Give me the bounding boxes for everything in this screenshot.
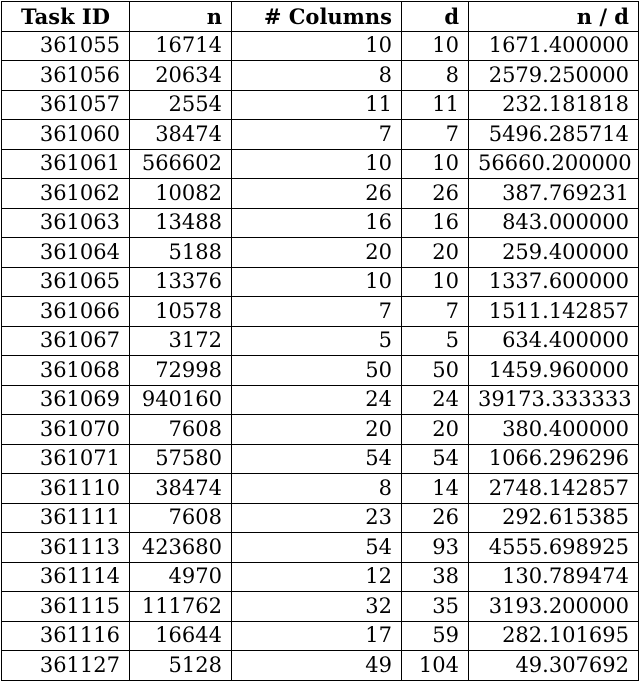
table-row: [2, 621, 639, 651]
cell-n-over-d: 282.101695: [469, 621, 639, 651]
table-row: [2, 238, 639, 268]
table-row: [2, 208, 639, 238]
header-n: n: [130, 2, 232, 32]
cell-d: 10: [402, 149, 469, 179]
cell-n-over-d: 1671.400000: [469, 31, 639, 61]
cell-task-id: 361116: [2, 621, 130, 651]
cell-n: 7608: [130, 503, 232, 533]
cell-task-id: 361111: [2, 503, 130, 533]
cell-columns: 26: [232, 179, 402, 209]
table-row: [2, 31, 639, 61]
cell-n: 940160: [130, 385, 232, 415]
cell-columns: 7: [232, 120, 402, 150]
cell-d: 14: [402, 474, 469, 504]
table-row: [2, 267, 639, 297]
cell-columns: 5: [232, 326, 402, 356]
cell-task-id: 361055: [2, 31, 130, 61]
cell-n-over-d: 292.615385: [469, 503, 639, 533]
cell-n: 423680: [130, 533, 232, 563]
table-row: [2, 533, 639, 563]
cell-task-id: 361069: [2, 385, 130, 415]
cell-task-id: 361068: [2, 356, 130, 386]
cell-n: 72998: [130, 356, 232, 386]
cell-d: 11: [402, 90, 469, 120]
header-n-over-d: n / d: [469, 2, 639, 32]
cell-d: 10: [402, 267, 469, 297]
cell-n-over-d: 56660.200000: [469, 149, 639, 179]
cell-task-id: 361066: [2, 297, 130, 327]
table-row: [2, 415, 639, 445]
cell-d: 104: [402, 651, 469, 681]
cell-columns: 50: [232, 356, 402, 386]
table-row: [2, 356, 639, 386]
dataset-table: [1, 1, 639, 681]
cell-d: 24: [402, 385, 469, 415]
cell-columns: 20: [232, 238, 402, 268]
table-row: [2, 120, 639, 150]
cell-n: 38474: [130, 474, 232, 504]
table-row: [2, 592, 639, 622]
cell-d: 8: [402, 61, 469, 91]
cell-n-over-d: 232.181818: [469, 90, 639, 120]
cell-n-over-d: 1066.296296: [469, 444, 639, 474]
cell-d: 59: [402, 621, 469, 651]
cell-columns: 10: [232, 267, 402, 297]
table-row: [2, 149, 639, 179]
cell-n: 13376: [130, 267, 232, 297]
cell-n-over-d: 1511.142857: [469, 297, 639, 327]
cell-columns: 11: [232, 90, 402, 120]
table-header: [2, 2, 639, 32]
cell-task-id: 361057: [2, 90, 130, 120]
cell-n-over-d: 5496.285714: [469, 120, 639, 150]
cell-task-id: 361056: [2, 61, 130, 91]
cell-n-over-d: 1337.600000: [469, 267, 639, 297]
cell-columns: 7: [232, 297, 402, 327]
cell-task-id: 361114: [2, 562, 130, 592]
cell-task-id: 361113: [2, 533, 130, 563]
cell-columns: 10: [232, 31, 402, 61]
cell-n: 10082: [130, 179, 232, 209]
header-d: d: [402, 2, 469, 32]
cell-task-id: 361127: [2, 651, 130, 681]
header-task-id: Task ID: [2, 2, 130, 32]
cell-d: 20: [402, 415, 469, 445]
cell-n: 10578: [130, 297, 232, 327]
cell-n-over-d: 634.400000: [469, 326, 639, 356]
cell-columns: 32: [232, 592, 402, 622]
cell-d: 54: [402, 444, 469, 474]
cell-n-over-d: 2748.142857: [469, 474, 639, 504]
cell-n: 566602: [130, 149, 232, 179]
cell-n-over-d: 2579.250000: [469, 61, 639, 91]
table-body: [2, 31, 639, 680]
cell-n-over-d: 843.000000: [469, 208, 639, 238]
table-row: [2, 61, 639, 91]
table-row: [2, 326, 639, 356]
cell-n: 16644: [130, 621, 232, 651]
cell-columns: 12: [232, 562, 402, 592]
cell-columns: 8: [232, 61, 402, 91]
cell-n: 5128: [130, 651, 232, 681]
cell-n-over-d: 259.400000: [469, 238, 639, 268]
cell-d: 38: [402, 562, 469, 592]
cell-n-over-d: 130.789474: [469, 562, 639, 592]
cell-d: 35: [402, 592, 469, 622]
cell-d: 10: [402, 31, 469, 61]
cell-n-over-d: 387.769231: [469, 179, 639, 209]
cell-columns: 10: [232, 149, 402, 179]
cell-d: 16: [402, 208, 469, 238]
cell-columns: 23: [232, 503, 402, 533]
cell-d: 26: [402, 503, 469, 533]
cell-n-over-d: 49.307692: [469, 651, 639, 681]
cell-task-id: 361110: [2, 474, 130, 504]
cell-d: 26: [402, 179, 469, 209]
table-row: [2, 503, 639, 533]
cell-task-id: 361115: [2, 592, 130, 622]
cell-n: 5188: [130, 238, 232, 268]
cell-n-over-d: 4555.698925: [469, 533, 639, 563]
cell-d: 7: [402, 120, 469, 150]
cell-d: 20: [402, 238, 469, 268]
table-row: [2, 474, 639, 504]
cell-columns: 16: [232, 208, 402, 238]
cell-task-id: 361060: [2, 120, 130, 150]
table-row: [2, 385, 639, 415]
cell-n-over-d: 380.400000: [469, 415, 639, 445]
cell-columns: 24: [232, 385, 402, 415]
cell-columns: 54: [232, 444, 402, 474]
cell-n: 38474: [130, 120, 232, 150]
cell-n: 4970: [130, 562, 232, 592]
header-row: [2, 2, 639, 32]
cell-n: 7608: [130, 415, 232, 445]
cell-task-id: 361070: [2, 415, 130, 445]
cell-task-id: 361067: [2, 326, 130, 356]
cell-n: 3172: [130, 326, 232, 356]
table-row: [2, 297, 639, 327]
cell-d: 93: [402, 533, 469, 563]
cell-columns: 49: [232, 651, 402, 681]
cell-n: 111762: [130, 592, 232, 622]
cell-task-id: 361065: [2, 267, 130, 297]
cell-columns: 20: [232, 415, 402, 445]
cell-n-over-d: 3193.200000: [469, 592, 639, 622]
cell-task-id: 361061: [2, 149, 130, 179]
cell-task-id: 361063: [2, 208, 130, 238]
table-row: [2, 562, 639, 592]
header-columns: # Columns: [232, 2, 402, 32]
cell-columns: 17: [232, 621, 402, 651]
cell-columns: 54: [232, 533, 402, 563]
cell-task-id: 361062: [2, 179, 130, 209]
table-row: [2, 651, 639, 681]
cell-n: 13488: [130, 208, 232, 238]
cell-n: 57580: [130, 444, 232, 474]
table-row: [2, 444, 639, 474]
cell-n: 16714: [130, 31, 232, 61]
cell-d: 50: [402, 356, 469, 386]
table-row: [2, 90, 639, 120]
cell-n: 20634: [130, 61, 232, 91]
table-row: [2, 179, 639, 209]
cell-n-over-d: 1459.960000: [469, 356, 639, 386]
cell-n: 2554: [130, 90, 232, 120]
cell-task-id: 361064: [2, 238, 130, 268]
cell-d: 5: [402, 326, 469, 356]
cell-d: 7: [402, 297, 469, 327]
cell-columns: 8: [232, 474, 402, 504]
cell-n-over-d: 39173.333333: [469, 385, 639, 415]
cell-task-id: 361071: [2, 444, 130, 474]
